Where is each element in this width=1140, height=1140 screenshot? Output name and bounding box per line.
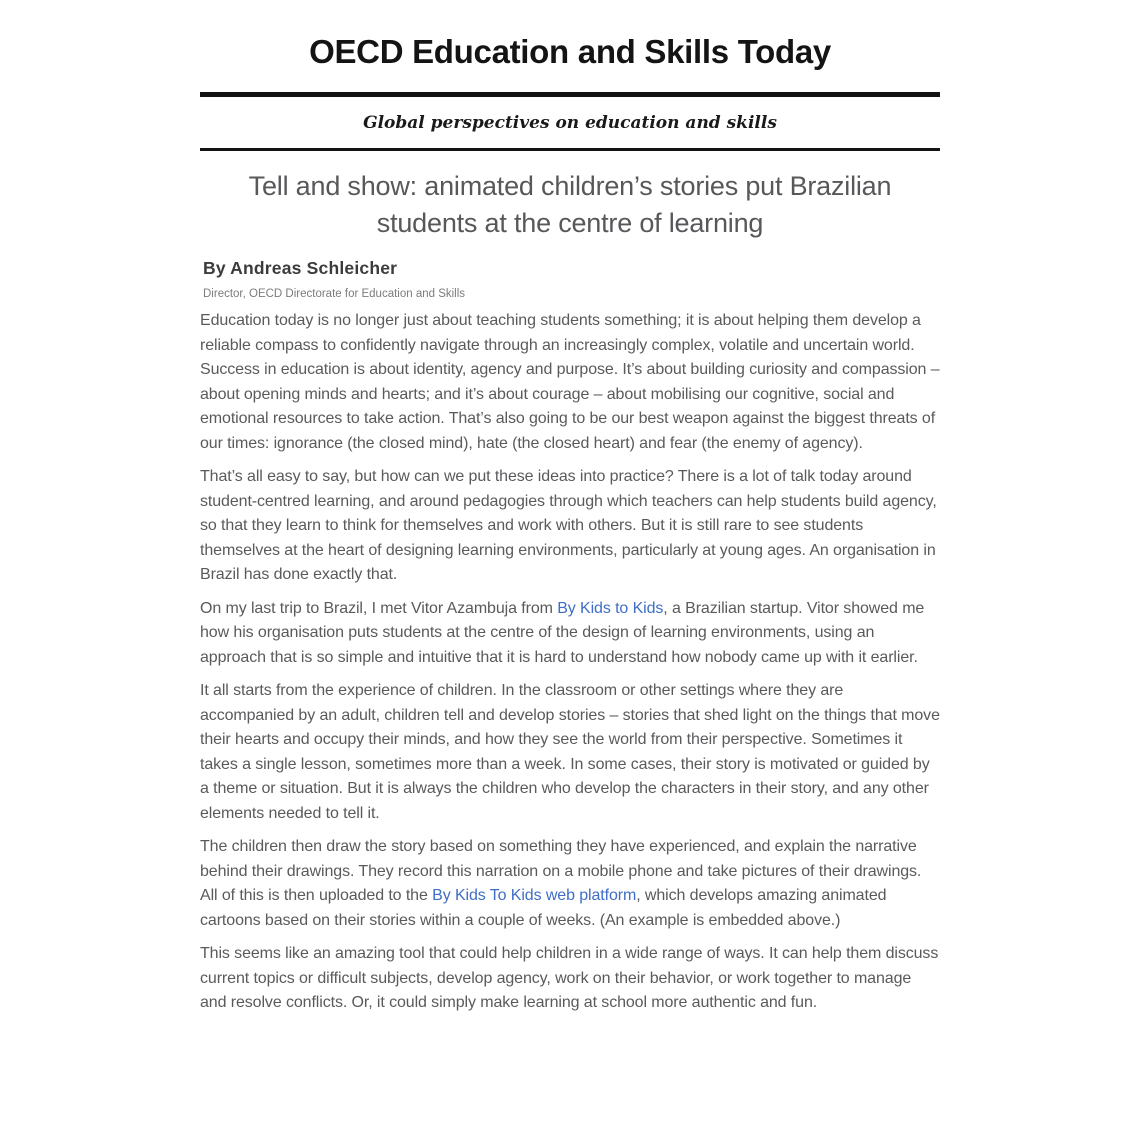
masthead-rule-bottom xyxy=(200,148,940,151)
masthead-rule-top xyxy=(200,92,940,97)
paragraph xyxy=(200,465,940,588)
author-role: Director, OECD Directorate for Education and Skills xyxy=(203,288,466,300)
paragraph-text: , a Brazilian startup. Vitor showed me how his organisation puts students at the centre of the design of learning environments, using an approach that is so simple and intuitive that it is hard to understand how nobody came up with it earlier. xyxy=(200,599,925,666)
article-page xyxy=(200,0,940,1016)
article-title: Tell and show: animated children’s stories put Brazilian students at the centre of learning xyxy=(248,171,892,238)
paragraph-text: That’s all easy to say, but how can we put these ideas into practice? There is a lot of talk today around student-centred learning, and around pedagogies through which teachers can help students build agency, so that they learn to think for themselves and work with others. But it is still rare to see students themselves at the heart of designing learning environments, particularly at young ages. An organisation in Brazil has done exactly that. xyxy=(200,468,937,583)
paragraph xyxy=(200,835,940,933)
paragraph-text: On my last trip to Brazil, I met Vitor Azambuja from xyxy=(200,599,558,617)
paragraph xyxy=(200,942,940,1016)
blog-masthead-title: OECD Education and Skills Today xyxy=(309,33,831,70)
paragraph xyxy=(200,679,940,826)
article-byline: By Andreas Schleicher xyxy=(203,258,398,278)
inline-link[interactable]: By Kids To Kids web platform xyxy=(432,887,637,904)
paragraph-text: It all starts from the experience of children. In the classroom or other settings where they are accompanied by an adult, children tell and develop stories – stories that shed light on the things that move their hearts and occupy their minds, and how they see the world from their perspective. Sometimes it takes a single lesson, sometimes more than a week. In some cases, their story is motivated or guided by a theme or situation. But it is always the children who develop the characters in their story, and any other elements needed to tell it. xyxy=(200,682,940,822)
paragraph-text: Education today is no longer just about teaching students something; it is about helping them develop a reliable compass to confidently navigate through an increasingly complex, volatile and uncertain world. Success in education is about identity, agency and purpose. It’s about building curiosity and compassion – about opening minds and hearts; and it’s about courage – about mobilising our cognitive, social and emotional resources to take action. That’s also going to be our best weapon against the biggest threats of our times: ignorance (the closed mind), hate (the closed heart) and fear (the enemy of agency). xyxy=(200,312,940,452)
inline-link[interactable]: By Kids to Kids xyxy=(557,599,664,617)
paragraph-text: This seems like an amazing tool that could help children in a wide range of ways. It can help them discuss current topics or difficult subjects, develop agency, work on their behavior, or work together to manage and resolve conflicts. Or, it could simply make learning at school more authentic and fun. xyxy=(200,945,939,1011)
paragraph xyxy=(200,597,940,671)
blog-tagline: Global perspectives on education and skills xyxy=(363,113,777,133)
paragraph-text: , which develops amazing animated cartoons based on their stories within a couple of weeks. (An example is embedded above.) xyxy=(200,887,887,929)
article-body xyxy=(200,309,940,1016)
paragraph-text: The children then draw the story based on something they have experienced, and explain the narrative behind their drawings. They record this narration on a mobile phone and take pictures of their drawings. All of this is then uploaded to the xyxy=(200,838,922,904)
paragraph xyxy=(200,309,940,456)
